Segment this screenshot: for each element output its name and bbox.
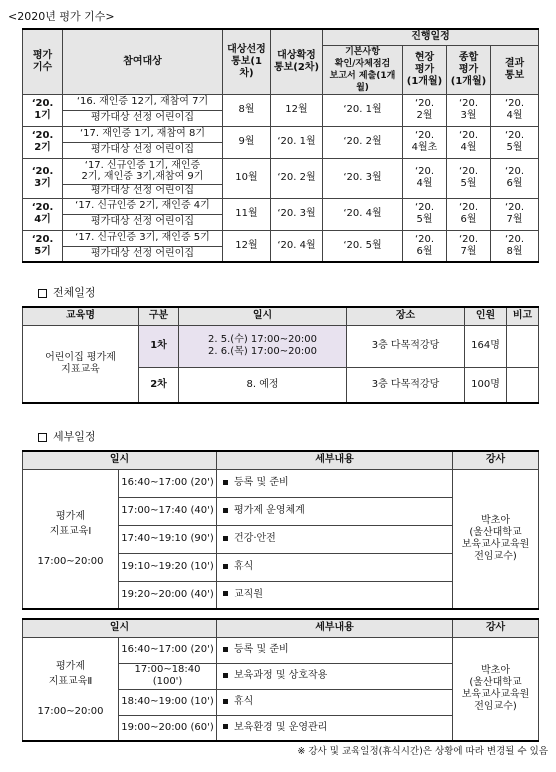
detail-schedule-table-1 bbox=[22, 450, 539, 610]
time-cell: 19:20~20:00 (40') bbox=[119, 581, 217, 609]
content-cell: 평가제 운영체계 bbox=[217, 497, 453, 525]
bullet-icon bbox=[223, 564, 228, 569]
section-overall-schedule: 전체일정 bbox=[38, 284, 96, 300]
total-cell: ‘20. 6월 bbox=[447, 198, 491, 230]
session-title: 평가제 지표교육Ⅰ 17:00~20:00 bbox=[23, 469, 119, 609]
col-basic: 기본사항 확인/자체점검 보고서 제출(1개월) bbox=[323, 45, 403, 94]
overall-schedule-table bbox=[22, 306, 539, 404]
table-row bbox=[23, 158, 539, 184]
checkbox-square-icon bbox=[38, 433, 47, 442]
col-total: 종합 평가 (1개월) bbox=[447, 45, 491, 94]
evaluation-cohort-heading: <2020년 평가 기수> bbox=[8, 10, 115, 23]
col-date: 일시 bbox=[23, 619, 217, 637]
footnote: ※ 강사 및 교육일정(휴식시간)은 상황에 따라 변경될 수 있음 bbox=[297, 746, 548, 757]
time-cell: 16:40~17:00 (20') bbox=[119, 469, 217, 497]
result-cell: ‘20. 5월 bbox=[491, 126, 539, 158]
time-cell: 17:00~18:40 (100') bbox=[119, 663, 217, 689]
note-cell bbox=[507, 367, 539, 403]
bullet-icon bbox=[223, 536, 228, 541]
target-line2: 평가대상 선정 어린이집 bbox=[63, 214, 223, 230]
content-cell: 보육과정 및 상호작용 bbox=[217, 663, 453, 689]
cohort-cell: ‘20. 5기 bbox=[23, 230, 63, 262]
col-division: 구분 bbox=[139, 307, 179, 325]
division-cell: 1차 bbox=[139, 325, 179, 367]
checkbox-square-icon bbox=[38, 289, 47, 298]
target-line1: ‘17. 신규인증 2기, 재인증 4기 bbox=[63, 198, 223, 214]
basic-cell: ‘20. 3월 bbox=[323, 158, 403, 198]
col-onsite: 현장 평가 (1개월) bbox=[403, 45, 447, 94]
col-date: 일시 bbox=[23, 451, 217, 469]
col-result: 결과 통보 bbox=[491, 45, 539, 94]
col-date: 일시 bbox=[179, 307, 347, 325]
table-row bbox=[23, 126, 539, 142]
time-cell: 19:00~20:00 (60') bbox=[119, 715, 217, 741]
session-title: 평가제 지표교육Ⅱ 17:00~20:00 bbox=[23, 637, 119, 741]
col-progress: 진행일정 bbox=[323, 29, 539, 45]
result-cell: ‘20. 4월 bbox=[491, 94, 539, 126]
col-lecturer: 강사 bbox=[453, 451, 539, 469]
note-cell bbox=[507, 325, 539, 367]
target-line1: ‘17. 신규인증 1기, 재인증 2기, 재인증 3기,재참여 9기 bbox=[63, 158, 223, 184]
notice1-cell: 12월 bbox=[223, 230, 271, 262]
notice2-cell: ‘20. 3월 bbox=[271, 198, 323, 230]
onsite-cell: ‘20. 4월 bbox=[403, 158, 447, 198]
target-line2: 평가대상 선정 어린이집 bbox=[63, 246, 223, 262]
content-cell: 등록 및 준비 bbox=[217, 637, 453, 663]
division-cell: 2차 bbox=[139, 367, 179, 403]
content-cell: 교직원 bbox=[217, 581, 453, 609]
result-cell: ‘20. 6월 bbox=[491, 158, 539, 198]
cohort-cell: ‘20. 3기 bbox=[23, 158, 63, 198]
target-line2: 평가대상 선정 어린이집 bbox=[63, 184, 223, 198]
lecturer-cell: 박초아 (울산대학교 보육교사교육원 전임교수) bbox=[453, 469, 539, 609]
total-cell: ‘20. 7월 bbox=[447, 230, 491, 262]
content-cell: 건강·안전 bbox=[217, 525, 453, 553]
basic-cell: ‘20. 1월 bbox=[323, 94, 403, 126]
content-cell: 보육환경 및 운영관리 bbox=[217, 715, 453, 741]
detail-schedule-table-2 bbox=[22, 618, 539, 742]
place-cell: 3층 다목적강당 bbox=[347, 367, 465, 403]
section-detail-schedule: 세부일정 bbox=[38, 428, 96, 444]
place-cell: 3층 다목적강당 bbox=[347, 325, 465, 367]
notice1-cell: 10월 bbox=[223, 158, 271, 198]
result-cell: ‘20. 8월 bbox=[491, 230, 539, 262]
col-target: 참여대상 bbox=[63, 29, 223, 94]
course-name: 어린이집 평가제 지표교육 bbox=[23, 325, 139, 403]
content-cell: 등록 및 준비 bbox=[217, 469, 453, 497]
lecturer-cell: 박초아 (울산대학교 보육교사교육원 전임교수) bbox=[453, 637, 539, 741]
basic-cell: ‘20. 2월 bbox=[323, 126, 403, 158]
notice1-cell: 11월 bbox=[223, 198, 271, 230]
onsite-cell: ‘20. 6월 bbox=[403, 230, 447, 262]
table-row bbox=[23, 637, 539, 663]
onsite-cell: ‘20. 5월 bbox=[403, 198, 447, 230]
total-cell: ‘20. 5월 bbox=[447, 158, 491, 198]
table-row bbox=[23, 469, 539, 497]
col-notice2: 대상확정 통보(2차) bbox=[271, 29, 323, 94]
col-notice1: 대상선정 통보(1차) bbox=[223, 29, 271, 94]
time-cell: 17:40~19:10 (90') bbox=[119, 525, 217, 553]
bullet-icon bbox=[223, 591, 228, 596]
col-people: 인원 bbox=[465, 307, 507, 325]
onsite-cell: ‘20. 4월초 bbox=[403, 126, 447, 158]
content-cell: 휴식 bbox=[217, 689, 453, 715]
target-line1: ‘17. 재인증 1기, 재참여 8기 bbox=[63, 126, 223, 142]
date-cell: 2. 5.(수) 17:00~20:00 2. 6.(목) 17:00~20:00 bbox=[179, 325, 347, 367]
col-place: 장소 bbox=[347, 307, 465, 325]
col-lecturer: 강사 bbox=[453, 619, 539, 637]
col-content: 세부내용 bbox=[217, 451, 453, 469]
notice1-cell: 8월 bbox=[223, 94, 271, 126]
time-cell: 18:40~19:00 (10') bbox=[119, 689, 217, 715]
bullet-icon bbox=[223, 480, 228, 485]
bullet-icon bbox=[223, 699, 228, 704]
table-row bbox=[23, 230, 539, 246]
table-row bbox=[23, 94, 539, 110]
notice2-cell: ‘20. 1월 bbox=[271, 126, 323, 158]
result-cell: ‘20. 7월 bbox=[491, 198, 539, 230]
notice2-cell: ‘20. 4월 bbox=[271, 230, 323, 262]
time-cell: 17:00~17:40 (40') bbox=[119, 497, 217, 525]
target-line2: 평가대상 선정 어린이집 bbox=[63, 142, 223, 158]
basic-cell: ‘20. 4월 bbox=[323, 198, 403, 230]
bullet-icon bbox=[223, 673, 228, 678]
notice2-cell: ‘20. 2월 bbox=[271, 158, 323, 198]
target-line2: 평가대상 선정 어린이집 bbox=[63, 110, 223, 126]
onsite-cell: ‘20. 2월 bbox=[403, 94, 447, 126]
people-cell: 164명 bbox=[465, 325, 507, 367]
total-cell: ‘20. 4월 bbox=[447, 126, 491, 158]
target-line1: ‘17. 신규인증 3기, 재인증 5기 bbox=[63, 230, 223, 246]
notice1-cell: 9월 bbox=[223, 126, 271, 158]
time-cell: 19:10~19:20 (10') bbox=[119, 553, 217, 581]
date-cell: 8. 예정 bbox=[179, 367, 347, 403]
total-cell: ‘20. 3월 bbox=[447, 94, 491, 126]
col-content: 세부내용 bbox=[217, 619, 453, 637]
bullet-icon bbox=[223, 508, 228, 513]
table-row bbox=[23, 325, 539, 367]
col-course: 교육명 bbox=[23, 307, 139, 325]
basic-cell: ‘20. 5월 bbox=[323, 230, 403, 262]
people-cell: 100명 bbox=[465, 367, 507, 403]
bullet-icon bbox=[223, 724, 228, 729]
col-note: 비고 bbox=[507, 307, 539, 325]
cohort-cell: ‘20. 1기 bbox=[23, 94, 63, 126]
col-cohort: 평가 기수 bbox=[23, 29, 63, 94]
bullet-icon bbox=[223, 647, 228, 652]
table-row bbox=[23, 198, 539, 214]
cohort-cell: ‘20. 2기 bbox=[23, 126, 63, 158]
time-cell: 16:40~17:00 (20') bbox=[119, 637, 217, 663]
target-line1: ‘16. 재인증 12기, 재참여 7기 bbox=[63, 94, 223, 110]
cohort-table bbox=[22, 28, 539, 263]
notice2-cell: 12월 bbox=[271, 94, 323, 126]
cohort-cell: ‘20. 4기 bbox=[23, 198, 63, 230]
content-cell: 휴식 bbox=[217, 553, 453, 581]
